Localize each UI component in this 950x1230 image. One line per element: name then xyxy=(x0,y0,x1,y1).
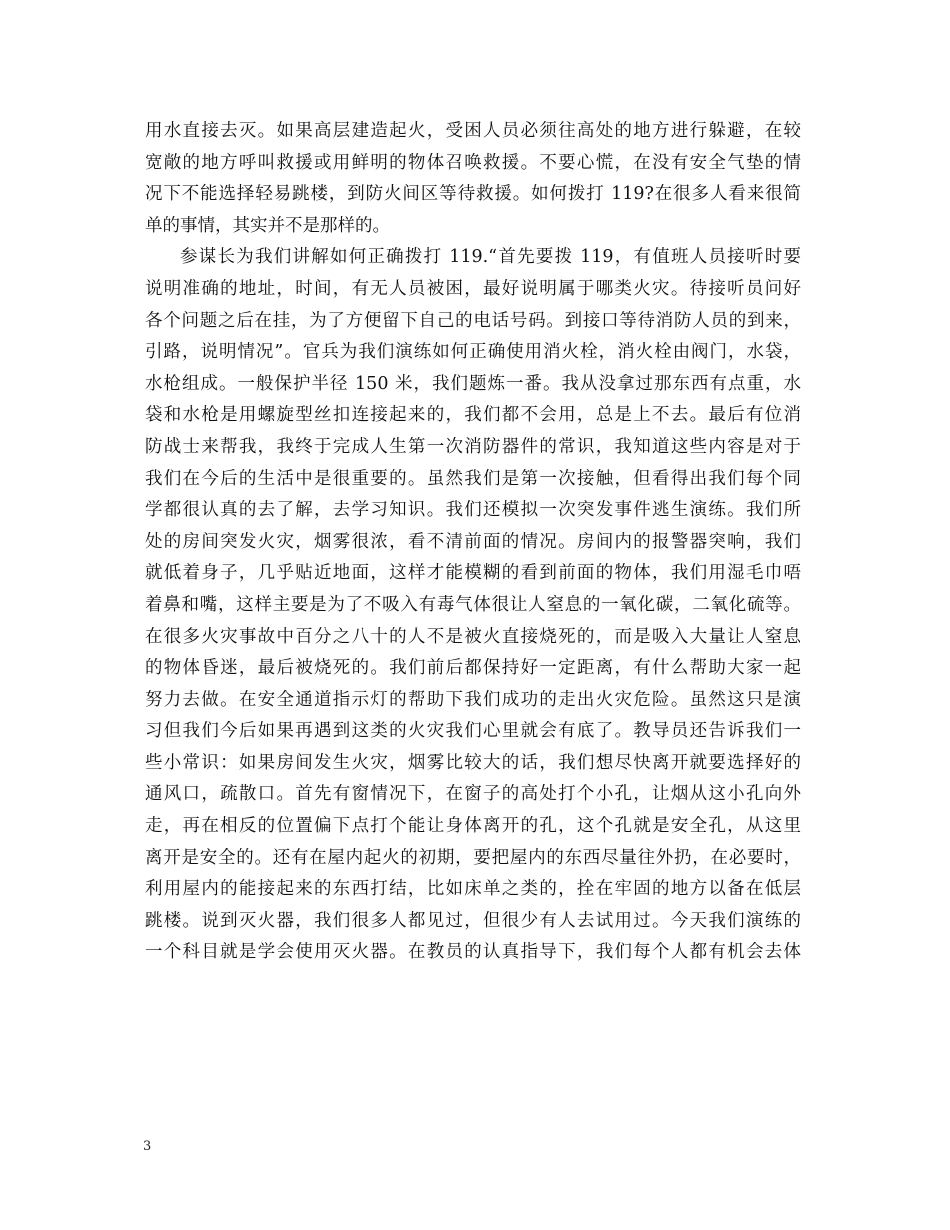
text-line: 着鼻和嘴，这样主要是为了不吸入有毒气体很让人窒息的一氧化碳，二氧化硫等。 xyxy=(145,594,801,615)
text-line: 单的事情，其实并不是那样的。 xyxy=(145,215,390,236)
text-line: 利用屋内的能接起来的东西打结，比如床单之类的，拴在牢固的地方以备在低层 xyxy=(145,879,801,900)
text-line: 说明准确的地址，时间，有无人员被困，最好说明属于哪类火灾。待接听员问好 xyxy=(145,278,801,299)
text-line: 在很多火灾事故中百分之八十的人不是被火直接烧死的，而是吸入大量让人窒息 xyxy=(145,626,801,647)
text-line: 用水直接去灭。如果高层建造起火，受困人员必须往高处的地方进行躲避，在较 xyxy=(145,121,801,141)
paragraph-1 xyxy=(145,116,801,242)
text-line: 努力去做。在安全通道指示灯的帮助下我们成功的走出火灾危险。虽然这只是演 xyxy=(145,689,801,710)
text-line: 习但我们今后如果再遇到这类的火灾我们心里就会有底了。教导员还告诉我们一 xyxy=(145,721,801,742)
text-line: 我们在今后的生活中是很重要的。虽然我们是第一次接触，但看得出我们每个同 xyxy=(145,468,801,489)
text-line: 跳楼。说到灭火器，我们很多人都见过，但很少有人去试用过。今天我们演练的 xyxy=(145,910,801,931)
text-line: 就低着身子，几乎贴近地面，这样才能模糊的看到前面的物体，我们用湿毛巾唔 xyxy=(145,563,801,584)
text-line: 一个科目就是学会使用灭火器。在教员的认真指导下，我们每个人都有机会去体 xyxy=(145,942,801,963)
text-line: 水枪组成。一般保护半径 150 米，我们题炼一番。我从没拿过那东西有点重，水 xyxy=(145,373,801,394)
text-line: 离开是安全的。还有在屋内起火的初期，要把屋内的东西尽量往外扔，在必要时， xyxy=(145,847,801,868)
text-line: 走，再在相反的位置偏下点打个能让身体离开的孔，这个孔就是安全孔，从这里 xyxy=(145,816,801,837)
text-line: 参谋长为我们讲解如何正确拨打 119.“首先要拨 119，有值班人员接听时要 xyxy=(180,247,801,268)
text-line: 处的房间突发火灾，烟雾很浓，看不清前面的情况。房间内的报警器突响，我们 xyxy=(145,531,801,552)
text-line: 学都很认真的去了解，去学习知识。我们还模拟一次突发事件逃生演练。我们所 xyxy=(145,500,801,521)
text-line: 通风口，疏散口。首先有窗情况下，在窗子的高处打个小孔，让烟从这小孔向外 xyxy=(145,784,801,805)
paragraph-2 xyxy=(145,242,801,969)
page-number: 3 xyxy=(143,1139,152,1154)
text-line: 的物体昏迷，最后被烧死的。我们前后都保持好一定距离，有什么帮助大家一起 xyxy=(145,658,801,679)
text-line: 些小常识：如果房间发生火灾，烟雾比较大的话，我们想尽快离开就要选择好的 xyxy=(145,752,801,773)
text-line: 宽敞的地方呼叫救援或用鲜明的物体召唤救援。不要心慌，在没有安全气垫的情 xyxy=(145,152,801,173)
text-line: 袋和水枪是用螺旋型丝扣连接起来的，我们都不会用，总是上不去。最后有位消 xyxy=(145,405,801,426)
text-line: 防战士来帮我，我终于完成人生第一次消防器件的常识，我知道这些内容是对于 xyxy=(145,436,801,457)
body-text xyxy=(145,116,801,969)
text-line: 各个问题之后在挂，为了方便留下自己的电话号码。到接口等待消防人员的到来， xyxy=(145,310,801,331)
text-line: 况下不能选择轻易跳楼，到防火间区等待救援。如何拨打 119?在很多人看来很简 xyxy=(145,184,801,205)
text-line: 引路，说明情况”。官兵为我们演练如何正确使用消火栓，消火栓由阀门，水袋， xyxy=(145,342,801,363)
